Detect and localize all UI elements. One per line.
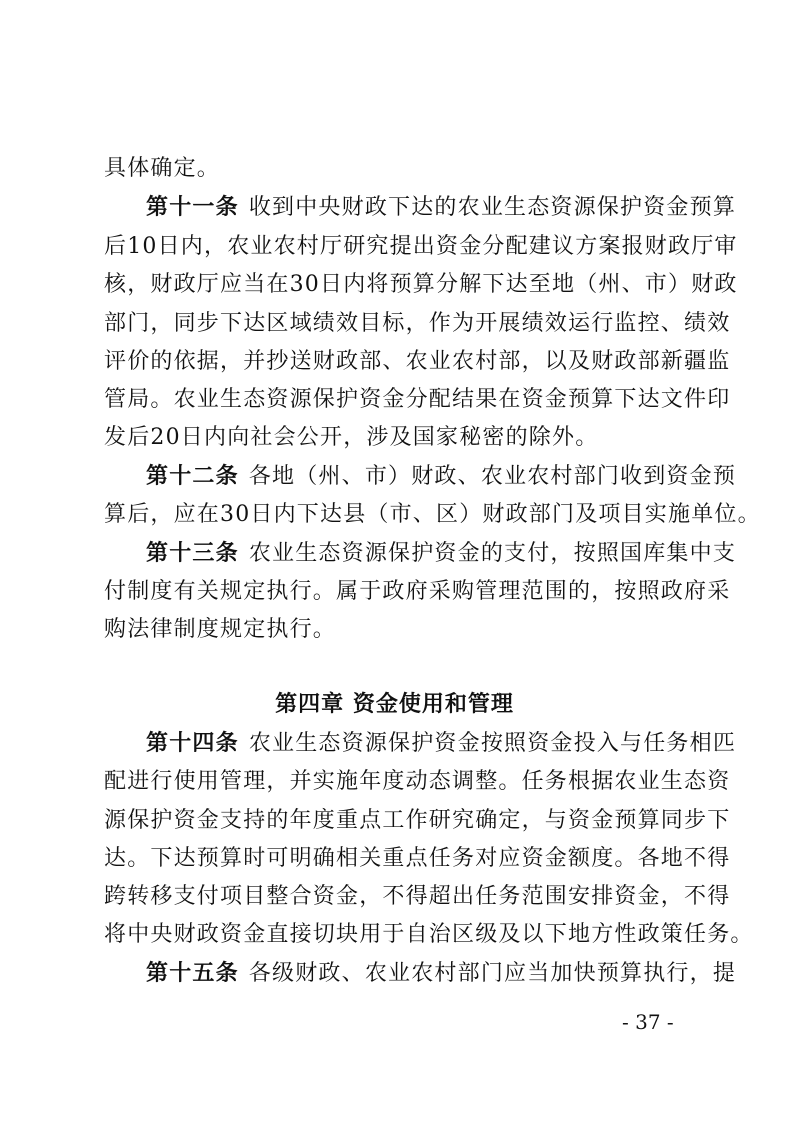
chapter-heading: 第四章 资金使用和管理 xyxy=(275,692,514,717)
text-segment: 农业生态资源保护资金的支付，按照国库集中支 xyxy=(248,541,737,566)
article-label: 第十五条 xyxy=(146,961,239,986)
article-label: 第十二条 xyxy=(146,464,239,489)
article-14-first-line xyxy=(146,731,736,757)
text-segment: 各级财政、农业农村部门应当加快预算执行，提 xyxy=(248,961,737,986)
text-line: 付制度有关规定执行。属于政府采购管理范围的，按照政府采 xyxy=(104,579,731,604)
text-line: 后10日内，农业农村厅研究提出资金分配建议方案报财政厅审 xyxy=(104,234,738,259)
text-segment: 各地（州、市）财政、农业农村部门收到资金预 xyxy=(248,464,737,489)
text-segment: 农业生态资源保护资金按照资金投入与任务相匹 xyxy=(248,731,737,756)
article-13-first-line xyxy=(146,541,736,567)
text-line: 源保护资金支持的年度重点工作研究确定，与资金预算同步下 xyxy=(104,808,731,833)
text-line: 跨转移支付项目整合资金，不得超出任务范围安排资金，不得 xyxy=(104,884,731,909)
article-12-first-line xyxy=(146,464,736,490)
text-line: 评价的依据，并抄送财政部、农业农村部，以及财政部新疆监 xyxy=(104,349,731,374)
article-label: 第十四条 xyxy=(146,731,239,756)
page-number: - 37 - xyxy=(622,1010,674,1034)
text-line: 具体确定。 xyxy=(104,156,221,181)
text-line: 达。下达预算时可明确相关重点任务对应资金额度。各地不得 xyxy=(104,846,731,871)
text-segment: 收到中央财政下达的农业生态资源保护资金预算 xyxy=(248,195,737,220)
text-line: 核，财政厅应当在30日内将预算分解下达至地（州、市）财政 xyxy=(104,272,738,297)
text-line: 将中央财政资金直接切块用于自治区级及以下地方性政策任务。 xyxy=(104,922,754,947)
article-label: 第十三条 xyxy=(146,541,239,566)
text-line: 发后20日内向社会公开，涉及国家秘密的除外。 xyxy=(104,425,599,450)
text-line: 管局。农业生态资源保护资金分配结果在资金预算下达文件印 xyxy=(104,387,731,412)
article-11-first-line xyxy=(146,195,736,221)
article-label: 第十一条 xyxy=(146,195,239,220)
text-line: 算后，应在30日内下达县（市、区）财政部门及项目实施单位。 xyxy=(104,502,761,527)
text-line: 购法律制度规定执行。 xyxy=(104,617,337,642)
article-15-first-line xyxy=(146,961,736,987)
text-line: 配进行使用管理，并实施年度动态调整。任务根据农业生态资 xyxy=(104,769,731,794)
text-line: 部门，同步下达区域绩效目标，作为开展绩效运行监控、绩效 xyxy=(104,311,731,336)
